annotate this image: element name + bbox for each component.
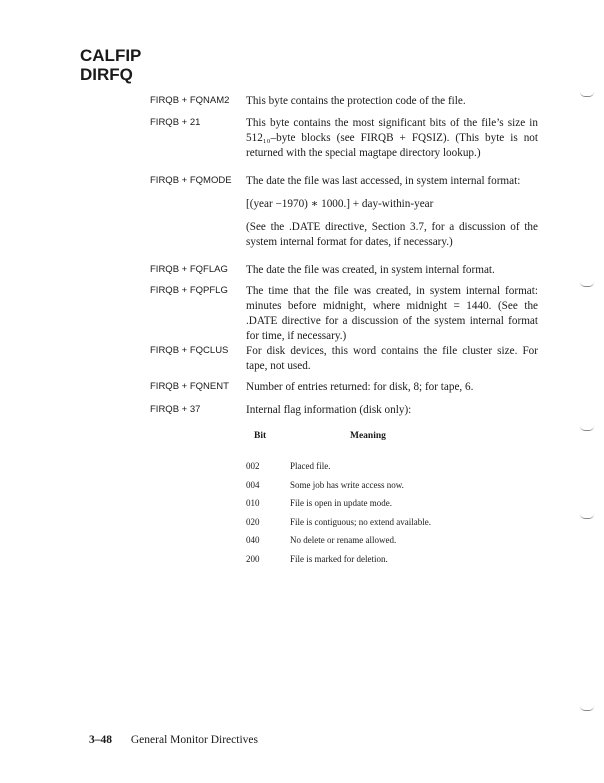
entry-label: FIRQB + 21 — [150, 117, 201, 128]
entry-label: FIRQB + FQCLUS — [150, 345, 229, 356]
entry-description — [246, 284, 538, 344]
bit-meaning: Placed file. — [290, 461, 331, 471]
bit-meaning: Some job has write access now. — [290, 479, 404, 490]
bit-meaning: No delete or rename allowed. — [290, 535, 397, 546]
header-bit: Bit — [254, 431, 267, 441]
bit-value: 040 — [246, 535, 260, 546]
entry-label: FIRQB + FQNENT — [150, 381, 229, 392]
scan-edge-mark — [580, 282, 594, 287]
bit-value: 010 — [246, 498, 260, 509]
entry-paragraph: Number of entries returned: for disk, 8; for tape, 6. — [246, 381, 474, 393]
table-header — [246, 431, 546, 449]
entry-description — [246, 403, 538, 418]
bit-flags-table — [246, 431, 546, 564]
scan-edge-mark — [580, 92, 594, 97]
entry-paragraph: (See the .DATE directive, Section 3.7, for a discussion of the system internal format for dates, if necessary.) — [246, 221, 538, 248]
entry-label: FIRQB + 37 — [150, 404, 201, 415]
entry-paragraph: The time that the file was created, in system internal format: minutes before midnight, where midnight = 1440. (See the .DATE directive for a discussion of the system internal format for time, if necessary.) — [246, 285, 538, 342]
entry-description — [246, 344, 538, 374]
entry-label: FIRQB + FQFLAG — [150, 264, 228, 275]
bit-meaning: File is contiguous; no extend available. — [290, 516, 431, 527]
entry-paragraph: For disk devices, this word contains the file cluster size. For tape, not used. — [246, 345, 538, 372]
date-formula: [(year −1970) ∗ 1000.] + day-within-year — [246, 198, 434, 210]
section-heading — [80, 46, 141, 84]
entry-paragraph: The date the file was last accessed, in system internal format: — [246, 175, 521, 187]
bit-meaning: File is open in update mode. — [290, 498, 392, 509]
entry-paragraph: This byte contains the protection code of the file. — [246, 95, 466, 107]
heading-calfip: CALFIP — [80, 46, 142, 65]
entry-paragraph: This byte contains the most significant bits of the file’s size in 512₁₀–byte blocks (see FIRQB + FQSIZ). (This byte is not returned with the special magtape directory lookup.) — [246, 117, 538, 159]
table-row — [246, 461, 546, 480]
entry-description — [246, 380, 538, 395]
table-body — [246, 461, 546, 573]
bit-value: 200 — [246, 553, 260, 564]
entry-description — [246, 263, 538, 278]
scan-edge-mark — [580, 426, 594, 431]
bit-value: 002 — [246, 461, 260, 471]
heading-dirfq: DIRFQ — [80, 65, 133, 84]
table-row — [246, 480, 546, 499]
table-row — [246, 517, 546, 536]
entry-label: FIRQB + FQNAM2 — [150, 95, 230, 106]
table-row — [246, 498, 546, 517]
footer-title: General Monitor Directives — [130, 734, 258, 746]
entry-description — [246, 116, 538, 161]
entry-description — [246, 174, 538, 250]
table-row — [246, 554, 546, 573]
bit-meaning: File is marked for deletion. — [290, 553, 388, 564]
header-meaning: Meaning — [350, 431, 386, 441]
scan-edge-mark — [580, 706, 594, 711]
entry-description — [246, 94, 538, 109]
page-number: 3–48 — [89, 734, 112, 746]
bit-value: 004 — [246, 479, 260, 490]
page-footer — [89, 734, 258, 746]
entry-label: FIRQB + FQMODE — [150, 175, 232, 186]
scan-edge-mark — [580, 514, 594, 519]
bit-value: 020 — [246, 516, 260, 527]
entry-paragraph: The date the file was created, in system internal format. — [246, 264, 495, 276]
table-row — [246, 535, 546, 554]
entry-label: FIRQB + FQPFLG — [150, 285, 228, 296]
entry-paragraph: Internal flag information (disk only): — [246, 404, 412, 416]
